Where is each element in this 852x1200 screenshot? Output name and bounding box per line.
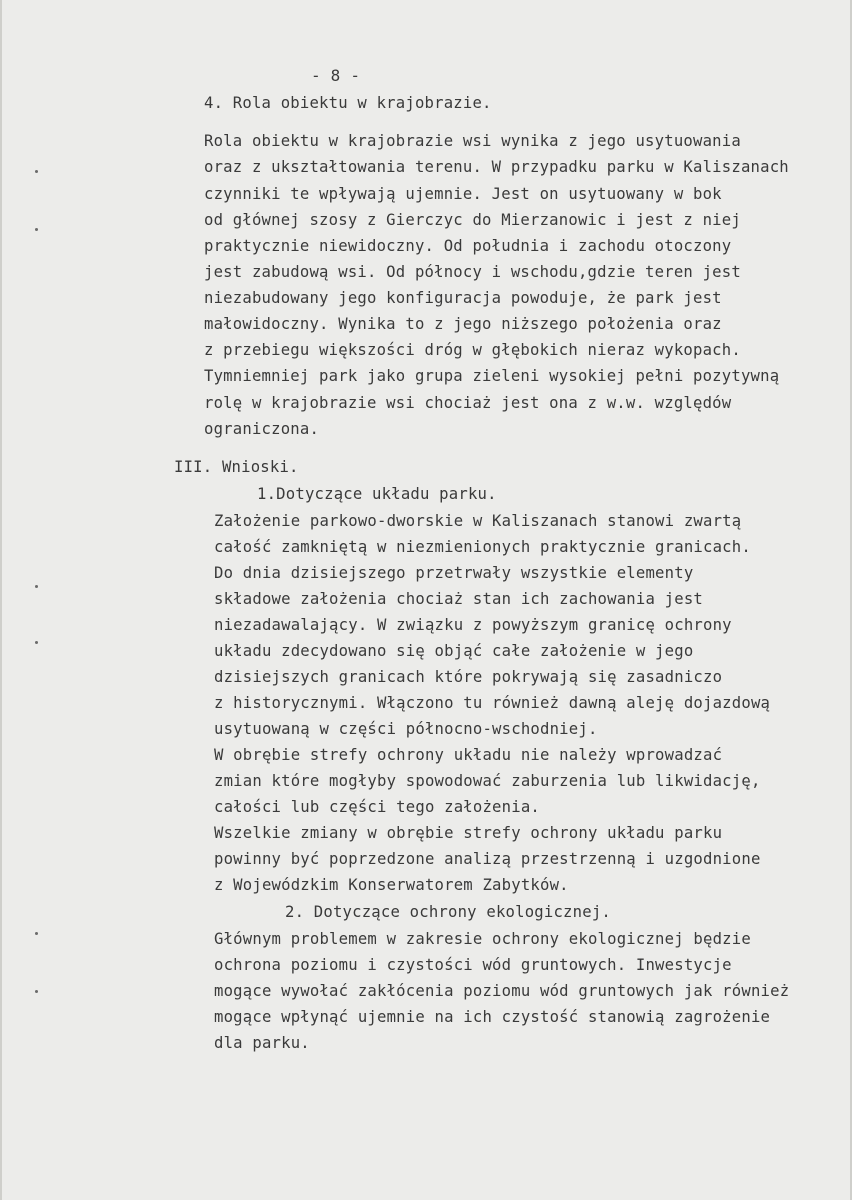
page-number: - 8 -: [311, 66, 361, 85]
sub1-line-7: dzisiejszych granicach które pokrywają się zasadniczo: [214, 668, 723, 686]
section4-line-9: z przebiegu większości dróg w głębokich nieraz wykopach.: [204, 341, 741, 359]
sub1-line-9: usytuowaną w części północno-wschodniej.: [214, 720, 598, 738]
section4-line-11: rolę w krajobrazie wsi chociaż jest ona z w.w. względów: [204, 394, 732, 412]
section-heading-4: 4. Rola obiektu w krajobrazie.: [204, 94, 492, 112]
section4-line-4: od głównej szosy z Gierczyc do Mierzanowic i jest z niej: [204, 211, 741, 229]
margin-speck: [35, 228, 38, 231]
section4-line-12: ograniczona.: [204, 420, 320, 438]
subsection-heading-1: 1.Dotyczące układu parku.: [257, 485, 497, 503]
sub1-line-2: całość zamkniętą w niezmienionych praktycznie granicach.: [214, 538, 751, 556]
subsection-heading-2: 2. Dotyczące ochrony ekologicznej.: [285, 903, 611, 921]
sub1-line-15: z Wojewódzkim Konserwatorem Zabytków.: [214, 876, 569, 894]
margin-speck: [35, 932, 38, 935]
section-heading-III: III. Wnioski.: [174, 458, 299, 476]
sub1-line-10: W obrębie strefy ochrony układu nie należy wprowadzać: [214, 746, 723, 764]
sub1-line-12: całości lub części tego założenia.: [214, 798, 540, 816]
section4-line-7: niezabudowany jego konfiguracja powoduje, że park jest: [204, 289, 722, 307]
margin-speck: [35, 990, 38, 993]
sub2-line-2: ochrona poziomu i czystości wód gruntowych. Inwestycje: [214, 956, 732, 974]
sub2-line-4: mogące wpłynąć ujemnie na ich czystość stanowią zagrożenie: [214, 1008, 771, 1026]
section4-line-10: Tymniemniej park jako grupa zieleni wysokiej pełni pozytywną: [204, 367, 780, 385]
sub1-line-11: zmian które mogłyby spowodować zaburzenia lub likwidację,: [214, 772, 761, 790]
sub1-line-5: niezadawalający. W związku z powyższym granicę ochrony: [214, 616, 732, 634]
sub2-line-5: dla parku.: [214, 1034, 310, 1052]
sub1-line-14: powinny być poprzedzone analizą przestrzenną i uzgodnione: [214, 850, 761, 868]
sub1-line-3: Do dnia dzisiejszego przetrwały wszystkie elementy: [214, 564, 694, 582]
section4-line-2: oraz z ukształtowania terenu. W przypadku parku w Kaliszanach: [204, 158, 789, 176]
sub2-line-1: Głównym problemem w zakresie ochrony ekologicznej będzie: [214, 930, 751, 948]
section4-line-8: małowidoczny. Wynika to z jego niższego położenia oraz: [204, 315, 722, 333]
margin-speck: [35, 170, 38, 173]
sub1-line-8: z historycznymi. Włączono tu również dawną aleję dojazdową: [214, 694, 771, 712]
margin-speck: [35, 641, 38, 644]
sub1-line-1: Założenie parkowo-dworskie w Kaliszanach stanowi zwartą: [214, 512, 742, 530]
sub1-line-4: składowe założenia chociaż stan ich zachowania jest: [214, 590, 703, 608]
section4-line-3: czynniki te wpływają ujemnie. Jest on usytuowany w bok: [204, 185, 722, 203]
margin-speck: [35, 585, 38, 588]
sub1-line-6: układu zdecydowano się objąć całe założenie w jego: [214, 642, 694, 660]
sub2-line-3: mogące wywołać zakłócenia poziomu wód gruntowych jak również: [214, 982, 790, 1000]
section4-line-6: jest zabudową wsi. Od północy i wschodu,gdzie teren jest: [204, 263, 741, 281]
sub1-line-13: Wszelkie zmiany w obrębie strefy ochrony układu parku: [214, 824, 723, 842]
section4-line-1: Rola obiektu w krajobrazie wsi wynika z jego usytuowania: [204, 132, 741, 150]
section4-line-5: praktycznie niewidoczny. Od południa i zachodu otoczony: [204, 237, 732, 255]
